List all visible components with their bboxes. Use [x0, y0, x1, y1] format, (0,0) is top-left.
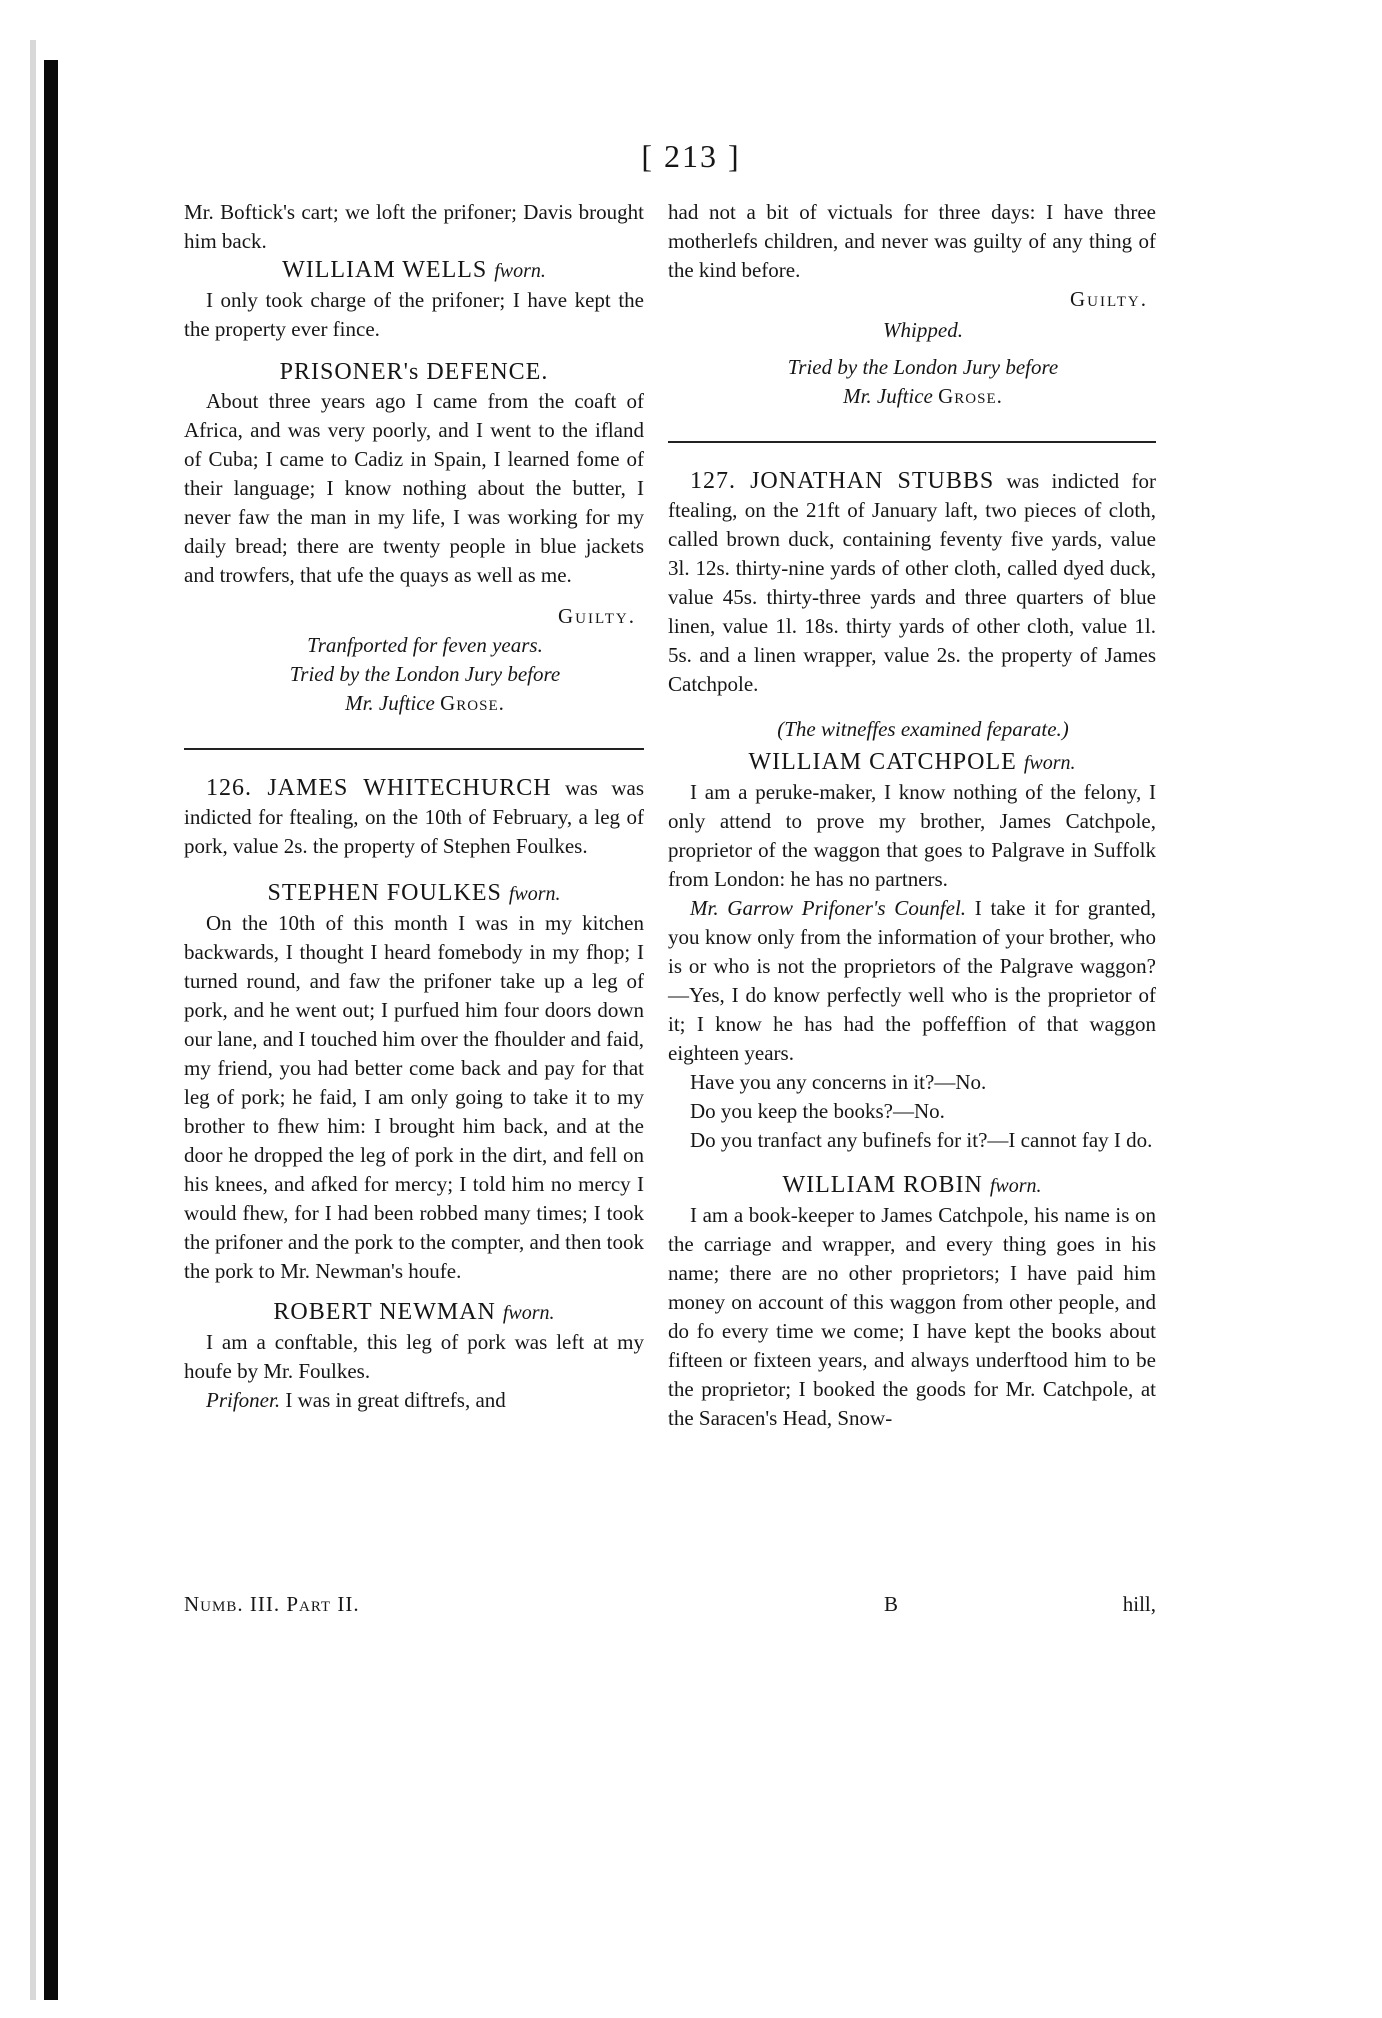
- judge-name: Grose.: [938, 384, 1003, 408]
- witness-heading: [668, 1171, 1156, 1201]
- signature-mark: B: [884, 1592, 899, 1616]
- testimony: Have you any concerns in it?—No.: [690, 1070, 987, 1094]
- sworn-label: fworn.: [989, 1175, 1042, 1197]
- testimony: I am a book-keeper to James Catchpole, his name is on the carriage and wrapper, and every thing goes in his name; there are no other proprietors; I have paid him money on account of this waggon from other people, and do fo every time we come; I have kept the books about fifteen or fixteen years, and always underftood him to be the proprietor; I booked the goods for Mr. Catchpole, at the Saracen's Head, Snow-: [668, 1203, 1156, 1430]
- section-divider: [184, 748, 644, 750]
- judge-title: Mr. Juftice: [843, 384, 933, 408]
- testimony: On the 10th of this month I was in my kitchen backwards, I thought I heard fomebody in my fhop; I turned round, and faw the prifoner take up a leg of pork, and he went out; I purfued him four doors down our lane, and I touched him over the fhoulder and faid, my friend, you had better come back and pay for that leg of pork; he faid, I am only going to take it to my brother to fhew him: I brought him back, and at the door he dropped the leg of pork in the dirt, and fell on his knees, and afked for mercy; I told him no mercy I would fhew, for I had been robbed many times; I took the prifoner and the pork to the compter, and then took the pork to Mr. Newman's houfe.: [184, 911, 644, 1283]
- case-was: was: [565, 776, 598, 800]
- testimony: [184, 1386, 644, 1415]
- catchword: hill,: [1122, 1592, 1156, 1616]
- tried-line: Tried by the London Jury before: [787, 355, 1059, 379]
- testimony-text: I take it for granted, you know only from the information of your brother, who is or who is not the proprietors of the Palgrave waggon? —Yes, I do know perfectly well who is the proprietor of it; I know he has had the poffeffion of that waggon eighteen years.: [668, 896, 1156, 1065]
- witness-name: WILLIAM CATCHPOLE: [748, 749, 1017, 775]
- witness-heading: [184, 879, 644, 909]
- verdict: Guilty.: [557, 604, 636, 628]
- verdict: Guilty.: [1069, 287, 1148, 311]
- binding-edge: [44, 60, 58, 2000]
- section-divider: [668, 441, 1156, 443]
- sworn-label: fworn.: [502, 1302, 555, 1324]
- witness-heading: [184, 1298, 644, 1328]
- page-footer: [184, 1592, 1156, 1622]
- sworn-label: fworn.: [494, 260, 546, 282]
- judge-title: Mr. Juftice: [345, 691, 435, 715]
- witnesses-note: (The witneffes examined feparate.): [777, 717, 1069, 741]
- testimony: I only took charge of the prifoner; I have kept the the property ever fince.: [184, 288, 644, 341]
- testimony: Do you keep the books?—No.: [690, 1099, 945, 1123]
- witness-heading: [184, 256, 644, 286]
- tried-line: Tried by the London Jury before: [289, 662, 561, 686]
- testimony: I am a peruke-maker, I know nothing of the felony, I only attend to prove my brother, James Catchpole, proprietor of the waggon that goes to Palgrave in Suffolk from London: he has no partners.: [668, 780, 1156, 891]
- sworn-label: fworn.: [1023, 752, 1076, 774]
- page-edge-shadow: [30, 40, 36, 2000]
- judge-name: Grose.: [440, 691, 505, 715]
- case-title: 126. JAMES WHITECHURCH: [206, 775, 552, 801]
- witness-heading: [668, 748, 1156, 778]
- case-was: was: [1006, 469, 1040, 493]
- testimony: About three years ago I came from the coaft of Africa, and was very poorly, and I went to the ifland of Cuba; I came to Cadiz in Spain, I learned fome of their language; I know nothing about the butter, I never faw the man in my life, I was working for my daily bread; there are twenty people in blue jackets and trowfers, that ufe the quays as well as me.: [184, 389, 644, 587]
- testimony: [668, 894, 1156, 1068]
- witness-name: STEPHEN FOULKES: [267, 880, 502, 906]
- testimony: Do you tranfact any bufinefs for it?—I cannot fay I do.: [690, 1128, 1153, 1152]
- case-title: 127. JONATHAN STUBBS: [690, 468, 995, 494]
- page-number: [ 213 ]: [641, 138, 741, 174]
- case-heading: [668, 467, 1156, 699]
- number-part-label: Numb. III. Part II.: [184, 1592, 360, 1616]
- right-column: [668, 198, 1156, 1433]
- sentence: Whipped.: [883, 318, 963, 342]
- defence-heading: PRISONER's DEFENCE.: [279, 359, 549, 385]
- left-column: [184, 198, 644, 1415]
- tried-line-judge: [184, 689, 644, 718]
- paragraph: Mr. Boftick's cart; we loft the prifoner; Davis brought him back.: [184, 200, 644, 253]
- witness-name: WILLIAM ROBIN: [782, 1172, 983, 1198]
- case-indictment: indicted for ftealing, on the 21ft of January laft, two pieces of cloth, called brown duck, containing feventy five yards, value 3l. 12s. thirty-nine yards of other cloth, called dyed duck, value 45s. thirty-three yards and three quarters of blue linen, value 1l. 18s. thirty yards of other cloth, value 1l. 5s. and a linen wrapper, value 2s. the property of James Catchpole.: [668, 469, 1156, 696]
- sentence: Tranfported for feven years.: [307, 633, 543, 657]
- speaker-label: Prifoner.: [206, 1388, 281, 1412]
- testimony: I am a conftable, this leg of pork was left at my houfe by Mr. Foulkes.: [184, 1330, 644, 1383]
- paragraph: had not a bit of victuals for three days: I have three motherlefs children, and never was guilty of any thing of the kind before.: [668, 200, 1156, 282]
- tried-line-judge: [668, 382, 1156, 411]
- witness-name: WILLIAM WELLS: [282, 257, 488, 283]
- sworn-label: fworn.: [508, 883, 561, 905]
- witness-name: ROBERT NEWMAN: [273, 1299, 496, 1325]
- testimony-text: I was in great diftrefs, and: [285, 1388, 506, 1412]
- case-indictment: was indicted for ftealing, on the 10th of February, a leg of pork, value 2s. the property of Stephen Foulkes.: [184, 776, 644, 858]
- speaker-label: Mr. Garrow Prifoner's Counfel.: [690, 896, 967, 920]
- case-heading: [184, 774, 644, 861]
